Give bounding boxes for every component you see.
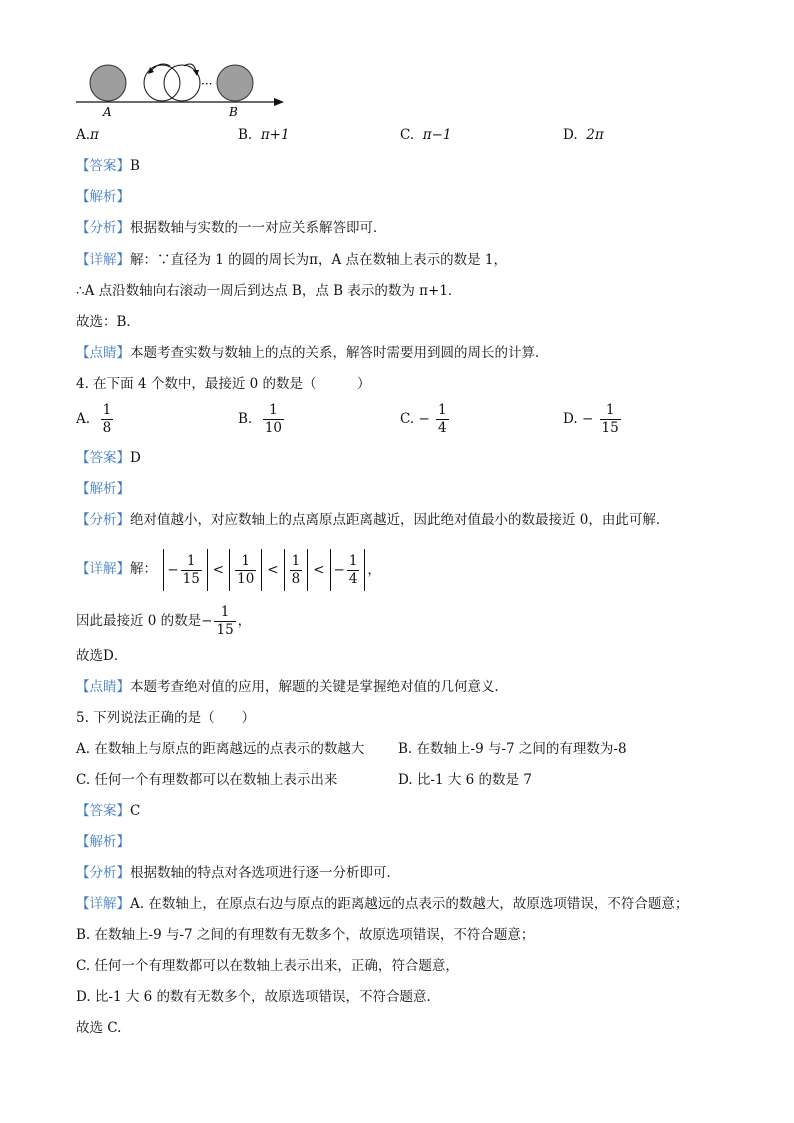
q3-option-a: A.π [76,127,99,143]
q5-conclusion: 故选 C. [76,1020,122,1036]
abs-inequality: − $\frac{1}{15}$ < $\frac{1}{10}$ < $\frac{1}{8}$ < − $\frac{1}{4}$ ， [161,549,381,591]
q5-xiangjie-c: C. 任何一个有理数都可以在数轴上表示出来，正确，符合题意， [76,958,459,974]
q4-xiangjie: 【详解】解： − $\frac{1}{15}$ < $\frac{1}{10}$ < $\frac{1}{8}$ < − $\frac{1}{4}$ ， [76,548,381,591]
circle-start [90,65,126,101]
q3-option-c: C. π−1 [400,127,452,143]
q3-dianjing: 【点睛】本题考查实数与数轴上的点的关系，解答时需要用到圆的周长的计算． [76,345,549,361]
figure-dots: ··· [201,77,213,91]
q4-conclusion: 故选D． [76,648,128,664]
q5-answer: 【答案】C [76,803,141,819]
q4-result: 因此最接近 0 的数是− $\frac{1}{15}$ ， [76,604,252,638]
q3-conclusion: 故选：B． [76,314,140,330]
q5-option-b: B. 在数轴上-9 与-7 之间的有理数为-8 [398,741,627,757]
q5-option-c: C. 任何一个有理数都可以在数轴上表示出来 [76,772,338,788]
q5-xiangjie-a: 【详解】A. 在数轴上，在原点右边与原点的距离越远的点表示的数越大，故原选项错误，不符合题意； [76,896,689,912]
q3-option-b: B. π+1 [238,127,290,143]
number-line-arrow [274,98,284,106]
q4-fenxi: 【分析】绝对值越小，对应数轴上的点离原点距离越近，因此绝对值最小的数最接近 0，由此可解． [76,512,670,528]
label-b: B [229,105,238,119]
number-line-figure [70,58,290,120]
q5-option-a: A. 在数轴上与原点的距离越远的点表示的数越大 [76,741,365,757]
q4-analysis-tag: 【解析】 [76,481,130,497]
q5-fenxi: 【分析】根据数轴的特点对各选项进行逐一分析即可． [76,865,400,881]
q3-analysis-tag: 【解析】 [76,189,130,205]
q3-xiangjie-1: 【详解】解：∵直径为 1 的圆的周长为π，A 点在数轴上表示的数是 1， [76,252,507,268]
q4-dianjing: 【点睛】本题考查绝对值的应用，解题的关键是掌握绝对值的几何意义． [76,679,508,695]
q3-xiangjie-2: ∴A 点沿数轴向右滚动一周后到达点 B，点 B 表示的数为 π+1． [76,283,462,299]
q3-answer: 【答案】B [76,158,140,174]
q4-option-a: A. $\frac{1}{8}$ [76,402,112,436]
label-a: A [103,105,112,119]
q4-option-b: B. $\frac{1}{10}$ [238,402,282,436]
q3-option-d: D. 2π [563,127,604,143]
q5-question: 5. 下列说法正确的是（ ） [76,710,256,726]
q4-option-c: C. − $\frac{1}{4}$ [400,402,447,436]
q3-fenxi: 【分析】根据数轴与实数的一一对应关系解答即可． [76,220,387,236]
q5-analysis-tag: 【解析】 [76,834,130,850]
q4-option-d: D. − $\frac{1}{15}$ [563,402,619,436]
q5-xiangjie-b: B. 在数轴上-9 与-7 之间的有理数有无数多个，故原选项错误，不符合题意； [76,927,535,943]
q4-answer: 【答案】D [76,450,141,466]
q5-xiangjie-d: D. 比-1 大 6 的数有无数多个，故原选项错误，不符合题意. [76,989,431,1005]
q5-option-d: D. 比-1 大 6 的数是 7 [398,772,532,788]
circle-end [217,65,253,101]
q4-question: 4. 在下面 4 个数中，最接近 0 的数是（ ） [76,376,371,392]
answer-tag: 【答案】 [76,158,130,174]
